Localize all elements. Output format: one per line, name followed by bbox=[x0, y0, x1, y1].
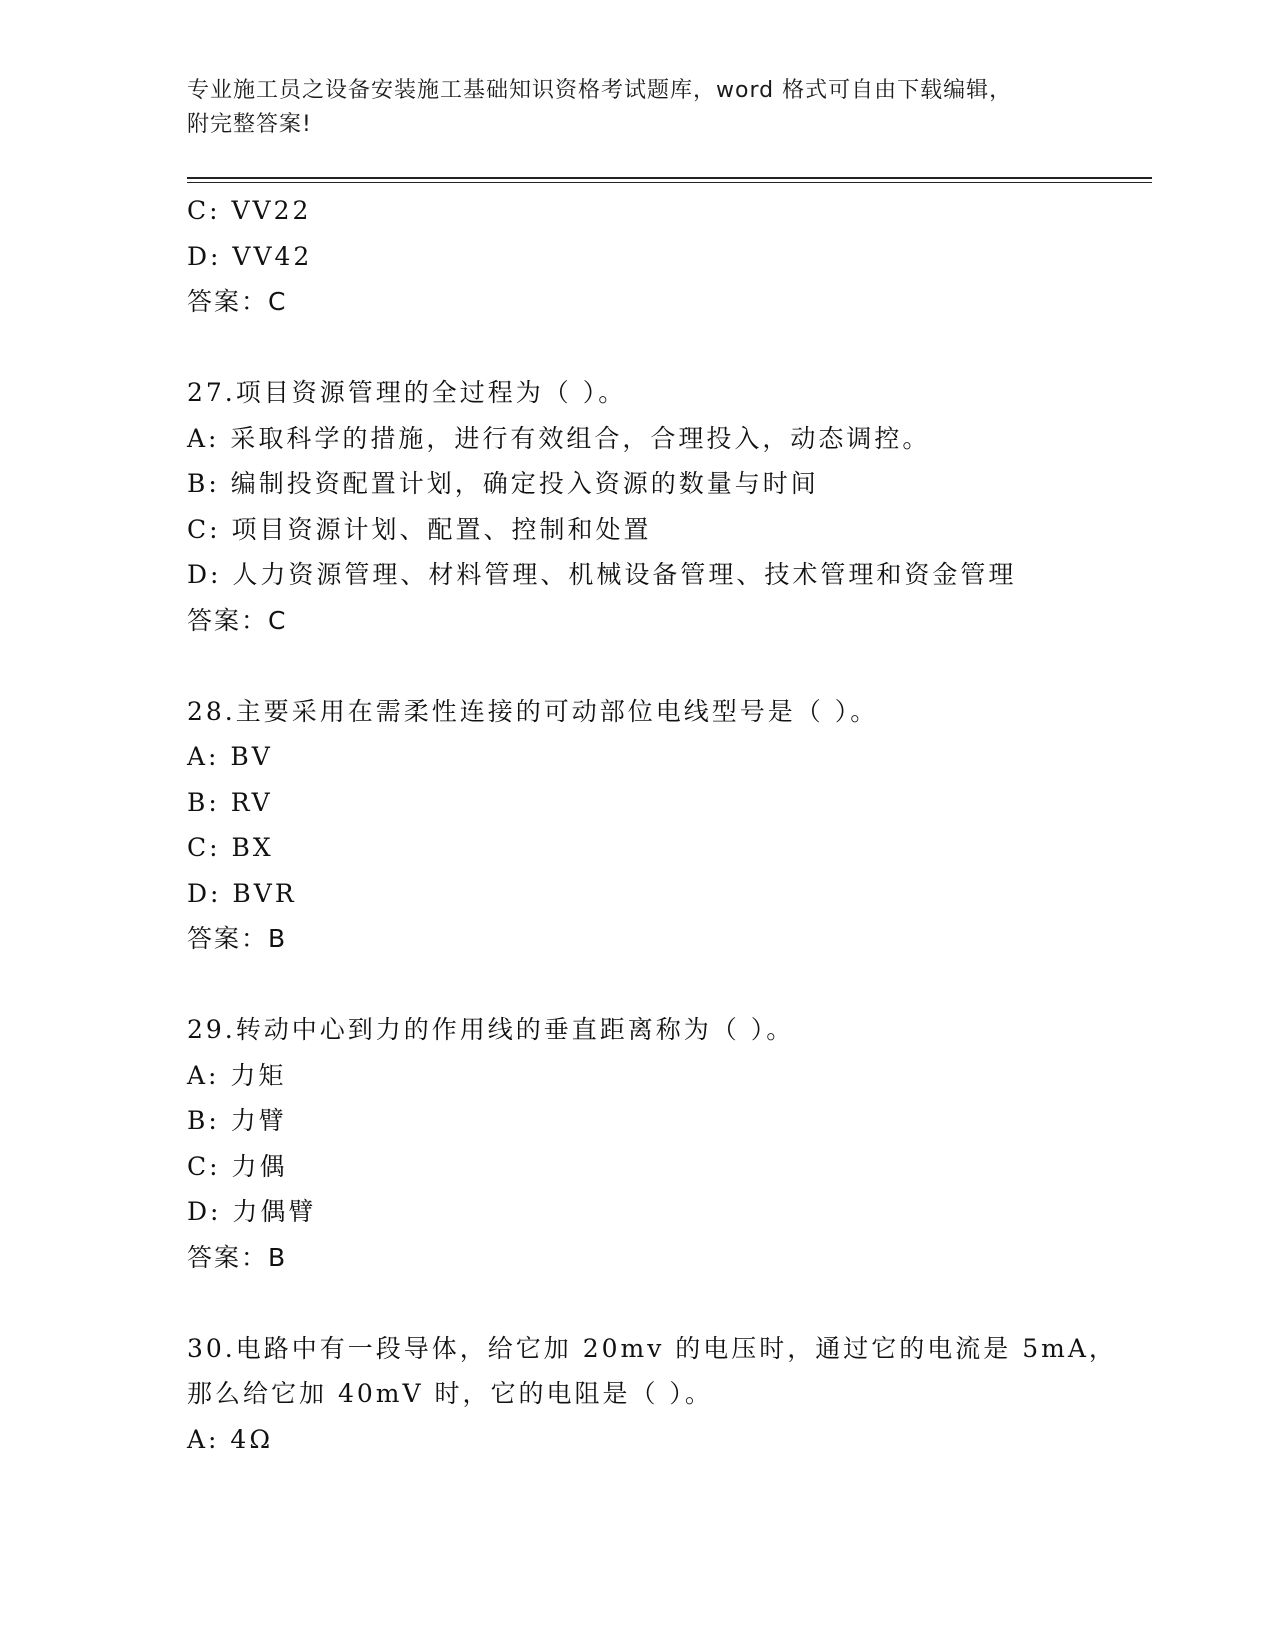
question-stem: 27.项目资源管理的全过程为（ ）。 bbox=[187, 378, 627, 407]
option-a: A: 采取科学的措施，进行有效组合，合理投入，动态调控。 bbox=[187, 423, 931, 453]
question-stem: 28.主要采用在需柔性连接的可动部位电线型号是（ ）。 bbox=[187, 696, 879, 726]
question-28 bbox=[187, 689, 1117, 962]
answer: 答案：B bbox=[187, 1242, 288, 1272]
answer: 答案：B bbox=[187, 924, 288, 953]
option-a: A: BV bbox=[187, 742, 273, 771]
header-divider-bottom bbox=[187, 182, 1152, 183]
question-29 bbox=[187, 1007, 1117, 1280]
option-c: C: BX bbox=[187, 833, 274, 862]
question-stem: 29.转动中心到力的作用线的垂直距离称为（ ）。 bbox=[187, 1015, 795, 1044]
question-30 bbox=[187, 1326, 1117, 1463]
option-c: C: 项目资源计划、配置、控制和处置 bbox=[187, 514, 652, 544]
spacer bbox=[187, 643, 1117, 689]
spacer bbox=[187, 1280, 1117, 1326]
option-b: B: 编制投资配置计划，确定投入资源的数量与时间 bbox=[187, 469, 819, 498]
header-line-1: 专业施工员之设备安装施工基础知识资格考试题库，word 格式可自由下载编辑， bbox=[187, 78, 1013, 103]
spacer bbox=[187, 962, 1117, 1008]
option-a: A: 4Ω bbox=[187, 1424, 274, 1454]
spacer bbox=[187, 325, 1117, 371]
option-b: B: RV bbox=[187, 787, 273, 817]
header-divider-top bbox=[187, 177, 1152, 179]
option-b: B: 力臂 bbox=[187, 1106, 287, 1135]
option-c: C: 力偶 bbox=[187, 1151, 288, 1181]
question-26-partial bbox=[187, 188, 1117, 325]
option-c: C: VV22 bbox=[187, 196, 312, 225]
option-d: D: 人力资源管理、材料管理、机械设备管理、技术管理和资金管理 bbox=[187, 560, 1017, 589]
question-stem-line-2: 那么给它加 40mV 时，它的电阻是（ ）。 bbox=[187, 1379, 713, 1408]
document-header bbox=[187, 74, 1077, 142]
question-list bbox=[187, 188, 1117, 1462]
answer: 答案：C bbox=[187, 287, 288, 316]
question-stem-line-1: 30.电路中有一段导体，给它加 20mv 的电压时，通过它的电流是 5mA， bbox=[187, 1333, 1117, 1363]
option-d: D: 力偶臂 bbox=[187, 1197, 317, 1226]
header-line-2: 附完整答案! bbox=[187, 112, 312, 137]
option-a: A: 力矩 bbox=[187, 1060, 287, 1090]
question-27 bbox=[187, 370, 1117, 643]
option-d: D: BVR bbox=[187, 878, 297, 908]
option-d: D: VV42 bbox=[187, 241, 313, 271]
answer: 答案：C bbox=[187, 605, 288, 635]
